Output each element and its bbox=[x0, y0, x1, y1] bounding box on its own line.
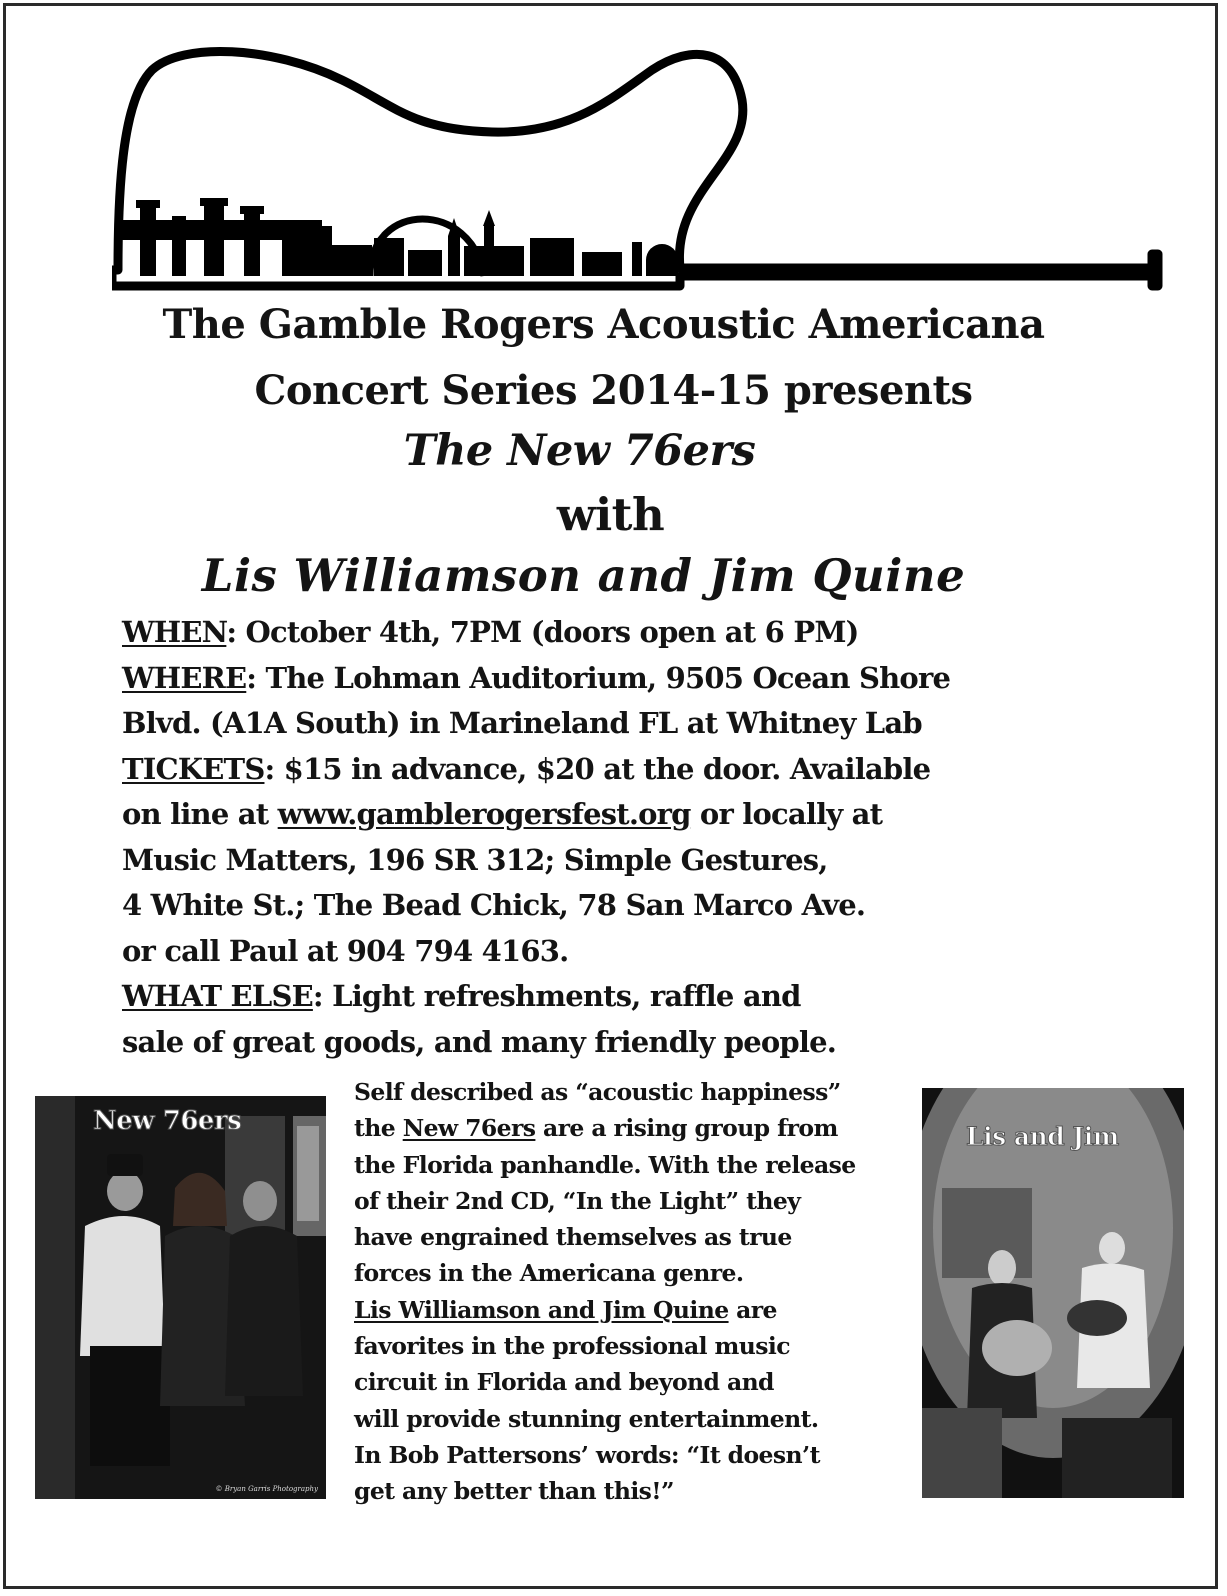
with-text: with bbox=[556, 488, 665, 541]
website-link[interactable]: www.gamblerogersfest.org bbox=[277, 797, 691, 831]
photo-caption-new-76ers: New 76ers bbox=[93, 1106, 242, 1136]
tickets-text-2b: or locally at bbox=[690, 797, 883, 831]
whatelse-text-1: : Light refreshments, raffle and bbox=[312, 979, 801, 1013]
opener-link[interactable]: Lis Williamson and Jim Quine bbox=[354, 1295, 729, 1324]
photo-caption-lis-and-jim: Lis and Jim bbox=[966, 1122, 1119, 1151]
desc-line-2b: are a rising group from bbox=[535, 1114, 838, 1143]
tickets-line-1 bbox=[122, 747, 1127, 793]
where-line-1 bbox=[122, 656, 1127, 702]
where-label: WHERE bbox=[122, 660, 247, 695]
desc-line-2 bbox=[354, 1110, 924, 1146]
series-title-line-1: The Gamble Rogers Acoustic Americana bbox=[162, 301, 1045, 348]
desc-line-11: In Bob Pattersons’ words: “It doesn’t bbox=[354, 1440, 820, 1469]
desc-line-12: get any better than this!” bbox=[354, 1477, 674, 1506]
tickets-line-3: Music Matters, 196 SR 312; Simple Gestures, bbox=[122, 842, 828, 877]
where-line-2: Blvd. (A1A South) in Marineland FL at Whitney Lab bbox=[122, 706, 922, 740]
desc-line-10: will provide stunning entertainment. bbox=[354, 1404, 819, 1433]
tickets-line-4: 4 White St.; The Bead Chick, 78 San Marco Ave. bbox=[122, 888, 866, 922]
desc-line-8: favorites in the professional music bbox=[354, 1332, 790, 1361]
where-text-1: : The Lohman Auditorium, 9505 Ocean Shore bbox=[246, 660, 951, 695]
when-label: WHEN bbox=[122, 615, 227, 649]
new-76ers-link[interactable]: New 76ers bbox=[402, 1114, 536, 1143]
event-details bbox=[122, 610, 1127, 1065]
whatelse-line-2: sale of great goods, and many friendly people. bbox=[122, 1024, 837, 1059]
tickets-label: TICKETS bbox=[122, 751, 265, 786]
desc-line-6: forces in the Americana genre. bbox=[354, 1259, 744, 1288]
desc-line-1: Self described as “acoustic happiness” bbox=[354, 1078, 841, 1106]
desc-line-7b: are bbox=[728, 1295, 777, 1324]
photo-credit: © Bryan Garris Photography bbox=[215, 1485, 318, 1493]
opener-name: Lis Williamson and Jim Quine bbox=[201, 549, 966, 602]
when-line bbox=[122, 610, 1127, 656]
tickets-text-2a: on line at bbox=[122, 797, 278, 831]
tickets-line-5: or call Paul at 904 794 4163. bbox=[122, 933, 569, 968]
whatelse-line-1 bbox=[122, 974, 1127, 1020]
tickets-text-1: : $15 in advance, $20 at the door. Available bbox=[264, 751, 931, 786]
headliner-name: The New 76ers bbox=[403, 426, 756, 476]
desc-line-2a: the bbox=[354, 1114, 403, 1143]
band-silhouette-icon bbox=[35, 1096, 326, 1499]
guitar-skyline-logo bbox=[112, 40, 1182, 302]
desc-line-4: of their 2nd CD, “In the Light” they bbox=[354, 1186, 801, 1215]
whatelse-label: WHAT ELSE bbox=[122, 979, 313, 1013]
desc-line-9: circuit in Florida and beyond and bbox=[354, 1368, 774, 1397]
tickets-line-2 bbox=[122, 792, 1127, 838]
lis-and-jim-photo bbox=[922, 1088, 1184, 1498]
description-text bbox=[354, 1074, 924, 1510]
when-text: : October 4th, 7PM (doors open at 6 PM) bbox=[226, 615, 859, 649]
new-76ers-photo bbox=[35, 1096, 326, 1499]
desc-line-7 bbox=[354, 1292, 924, 1328]
desc-line-3: the Florida panhandle. With the release bbox=[354, 1150, 856, 1179]
desc-line-5: have engrained themselves as true bbox=[354, 1223, 792, 1252]
series-title-line-2: Concert Series 2014-15 presents bbox=[254, 367, 973, 414]
